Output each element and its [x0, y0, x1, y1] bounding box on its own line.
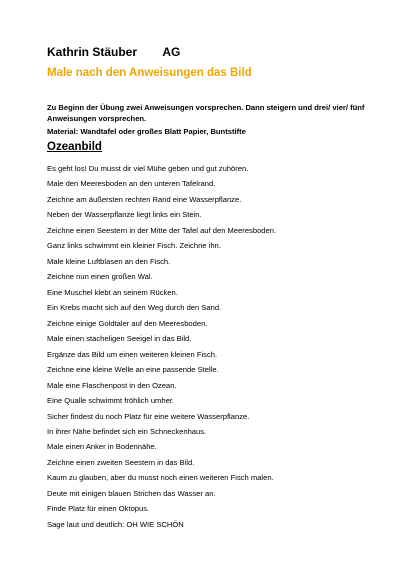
- instruction-item: Zeichne einen Seestern in der Mitte der Tafel auf den Meeresboden.: [47, 225, 277, 235]
- instruction-item: Eine Qualle schwimmt fröhlich umher.: [47, 396, 175, 406]
- author-name: Kathrin Stäuber: [47, 45, 138, 59]
- group-label: AG: [162, 45, 181, 59]
- instruction-list: [47, 161, 387, 532]
- instruction-item: Male einen Anker in Bodennähe.: [47, 442, 157, 452]
- instruction-item: Eine Muschel klebt an seinem Rücken.: [47, 287, 178, 297]
- instruction-item: Male einen stacheligen Seeigel in das Bild.: [47, 334, 192, 344]
- instruction-item: In ihrer Nähe befindet sich ein Schneckenhaus.: [47, 426, 207, 436]
- instruction-item: Ein Krebs macht sich auf den Weg durch den Sand.: [47, 303, 222, 313]
- material-text: Material: Wandtafel oder großes Blatt Papier, Buntstifte: [47, 127, 246, 136]
- instruction-item: Zeichne einen zweiten Seestern in das Bild.: [47, 457, 195, 467]
- document-subtitle: Male nach den Anweisungen das Bild: [47, 67, 252, 79]
- intro-text: Zu Beginn der Übung zwei Anweisungen vorsprechen. Dann steigern und drei/ vier/ fünf Anweisungen vorsprechen.: [47, 103, 365, 123]
- instruction-item: Finde Platz für einen Oktopus.: [47, 504, 150, 514]
- instruction-item: Ganz links schwimmt ein kleiner Fisch. Zeichne ihn.: [47, 241, 221, 251]
- instruction-item: Male eine Flaschenpost in den Ozean.: [47, 380, 177, 390]
- instruction-item: Zeichne einige Goldtaler auf den Meeresboden.: [47, 318, 208, 328]
- instruction-item: Neben der Wasserpflanze liegt links ein Stein.: [47, 210, 202, 220]
- instruction-item: Zeichne nun einen großen Wal.: [47, 272, 153, 282]
- instruction-item: Es geht los! Du musst dir viel Mühe geben und gut zuhören.: [47, 164, 249, 173]
- instruction-item: Deute mit einigen blauen Strichen das Wasser an.: [47, 488, 216, 498]
- instruction-item: Male den Meeresboden an den unteren Tafelrand.: [47, 179, 216, 189]
- document-header: [47, 45, 180, 59]
- instruction-item: Kaum zu glauben, aber du musst noch einen weiteren Fisch malen.: [47, 473, 274, 483]
- instruction-item: Male kleine Luftblasen an den Fisch.: [47, 256, 171, 266]
- instruction-item: Zeichne am äußersten rechten Rand eine Wasserpflanze.: [47, 194, 242, 204]
- instruction-item: Sicher findest du noch Platz für eine weitere Wasserpflanze.: [47, 411, 250, 421]
- instruction-item: Ergänze das Bild um einen weiteren kleinen Fisch.: [47, 349, 218, 359]
- instruction-item: Zeichne eine kleine Welle an eine passende Stelle.: [47, 365, 219, 375]
- section-title: Ozeanbild: [47, 141, 102, 153]
- instruction-item: Sage laut und deutlich: OH WIE SCHÖN: [47, 519, 184, 529]
